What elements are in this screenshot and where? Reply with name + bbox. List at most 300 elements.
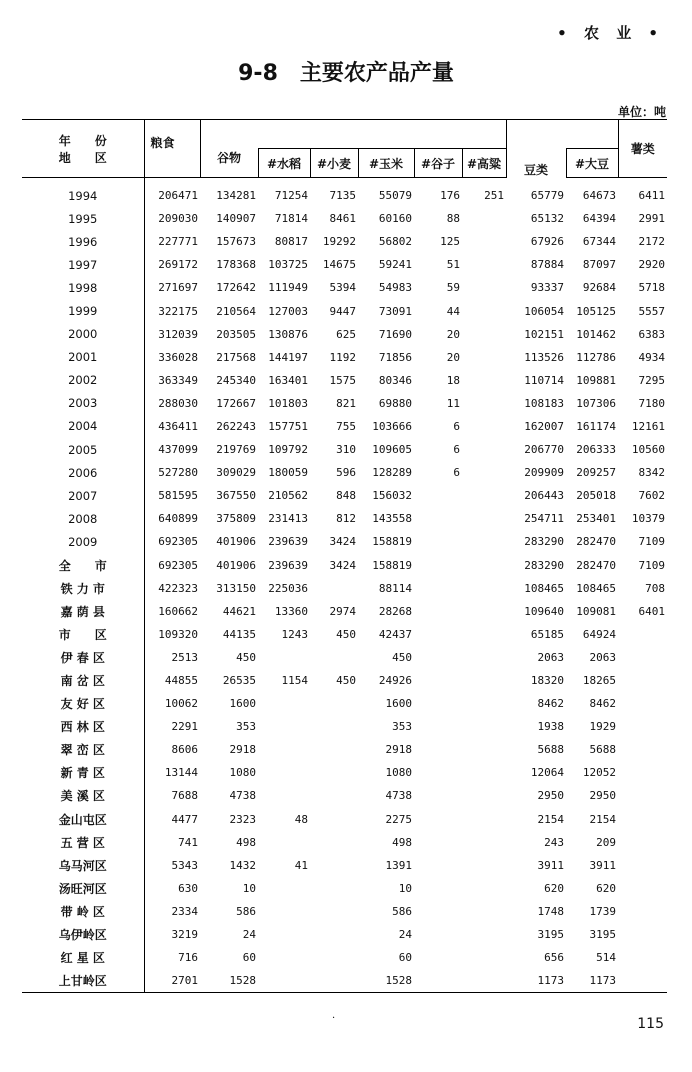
table-cell: 322175: [158, 304, 198, 318]
table-cell: 243: [544, 835, 565, 849]
unit-label: 单位：吨: [617, 105, 666, 119]
table-cell: 12161: [631, 419, 666, 433]
table-cell: 219769: [216, 443, 256, 457]
table-cell: [462, 854, 506, 877]
table-cell: 1600: [229, 697, 256, 711]
header-cereal-label: 谷物: [200, 149, 258, 178]
row-label: 嘉 荫 县: [22, 600, 144, 623]
row-label: 1999: [22, 299, 144, 322]
table-cell: 1739: [589, 904, 617, 918]
row-label: 上甘岭区: [22, 969, 144, 993]
table-cell: 162007: [524, 419, 565, 433]
table-cell: 24: [398, 928, 412, 942]
table-cell: 436411: [158, 419, 198, 433]
table-row: [22, 738, 667, 761]
table-cell: 11: [446, 396, 460, 410]
row-label: 乌马河区: [22, 854, 144, 877]
table-cell: 59: [446, 281, 460, 295]
table-cell: 88114: [378, 581, 412, 595]
table-cell: 112786: [576, 350, 617, 364]
table-cell: 313150: [216, 581, 256, 595]
table-cell: 210562: [268, 489, 308, 503]
table-cell: [462, 669, 506, 692]
table-cell: 140907: [216, 212, 256, 226]
table-cell: 209257: [576, 466, 617, 480]
table-cell: [462, 369, 506, 392]
table-cell: 64924: [582, 627, 617, 641]
table-row: [22, 808, 667, 831]
table-cell: 88: [446, 212, 460, 226]
table-cell: 71254: [274, 189, 308, 203]
table-cell: 692305: [158, 558, 198, 572]
table-cell: [258, 969, 310, 993]
table-row: [22, 554, 667, 577]
row-label: 2009: [22, 530, 144, 553]
table-row: [22, 969, 667, 993]
header-soybean: #大豆: [566, 149, 618, 178]
table-cell: [414, 877, 462, 900]
table-cell: 163401: [268, 373, 308, 387]
table-cell: [462, 207, 506, 230]
table-cell: 80817: [274, 235, 308, 249]
table-row: [22, 946, 667, 969]
table-cell: [462, 969, 506, 993]
table-cell: 2918: [385, 743, 412, 757]
row-label: 全 市: [22, 554, 144, 577]
table-cell: 9447: [329, 304, 356, 318]
table-cell: 127003: [268, 304, 308, 318]
table-cell: 3219: [171, 928, 198, 942]
table-cell: 210564: [216, 304, 256, 318]
row-label: 市 区: [22, 623, 144, 646]
table-cell: [618, 854, 667, 877]
table-cell: 253401: [576, 512, 617, 526]
table-cell: [618, 646, 667, 669]
row-label: 2006: [22, 461, 144, 484]
table-row: [22, 854, 667, 877]
table-cell: [414, 946, 462, 969]
data-table: [22, 119, 667, 993]
table-row: [22, 253, 667, 276]
table-cell: 102151: [524, 327, 565, 341]
table-cell: 812: [336, 512, 356, 526]
table-row: [22, 207, 667, 230]
table-row: [22, 369, 667, 392]
table-row: [22, 438, 667, 461]
table-cell: [414, 923, 462, 946]
table-cell: 498: [236, 835, 256, 849]
table-row: [22, 831, 667, 854]
table-cell: 2950: [537, 789, 565, 803]
table-cell: 586: [392, 904, 412, 918]
row-label: 2004: [22, 415, 144, 438]
table-cell: 1080: [229, 766, 256, 780]
table-cell: [310, 854, 358, 877]
table-cell: [258, 946, 310, 969]
table-cell: 54983: [378, 281, 412, 295]
table-cell: [414, 969, 462, 993]
table-cell: 7688: [171, 789, 198, 803]
table-cell: 108465: [576, 581, 617, 595]
page-title: 9-8 主要农产品产量: [238, 61, 454, 86]
table-cell: [258, 923, 310, 946]
table-cell: [462, 784, 506, 807]
header-beans-span: [566, 120, 618, 149]
table-row: [22, 178, 667, 208]
table-cell: [618, 877, 667, 900]
table-cell: 109081: [576, 604, 617, 618]
table-cell: 172667: [216, 396, 256, 410]
table-cell: 708: [645, 581, 666, 595]
table-cell: 101462: [576, 327, 617, 341]
table-cell: 1575: [329, 373, 356, 387]
table-cell: 2701: [144, 969, 200, 993]
table-row: [22, 623, 667, 646]
table-cell: 282470: [576, 558, 617, 572]
table-cell: 309029: [216, 466, 256, 480]
table-cell: [310, 738, 358, 761]
table-cell: [310, 808, 358, 831]
table-cell: 401906: [216, 535, 256, 549]
table-cell: 103666: [372, 419, 412, 433]
table-cell: 10062: [164, 697, 198, 711]
table-cell: 113526: [524, 350, 565, 364]
table-cell: [462, 577, 506, 600]
table-cell: 367550: [216, 489, 256, 503]
table-cell: [618, 692, 667, 715]
table-cell: [462, 230, 506, 253]
table-cell: 44135: [222, 627, 256, 641]
table-cell: 3424: [329, 558, 356, 572]
table-cell: [258, 738, 310, 761]
table-row: [22, 415, 667, 438]
table-row: [22, 877, 667, 900]
table-cell: 108465: [524, 581, 565, 595]
table-cell: 755: [336, 419, 356, 433]
table-cell: 1391: [385, 858, 412, 872]
row-label: 2007: [22, 484, 144, 507]
table-cell: 2920: [638, 258, 666, 272]
table-cell: 158819: [372, 535, 412, 549]
table-cell: 375809: [216, 512, 256, 526]
table-cell: 1173: [506, 969, 566, 993]
table-cell: 103725: [268, 258, 308, 272]
table-cell: 7602: [638, 489, 666, 503]
table-cell: 206333: [576, 443, 617, 457]
table-cell: 20: [446, 327, 460, 341]
table-cell: [310, 715, 358, 738]
table-cell: [414, 692, 462, 715]
table-cell: 1748: [537, 904, 565, 918]
table-cell: 67926: [530, 235, 565, 249]
table-cell: 5557: [638, 304, 666, 318]
table-cell: [310, 692, 358, 715]
table-cell: 87884: [530, 258, 565, 272]
table-cell: 209030: [158, 212, 198, 226]
table-cell: 59241: [378, 258, 412, 272]
table-cell: 109605: [372, 443, 412, 457]
table-cell: 176: [440, 189, 460, 203]
table-cell: 2291: [171, 720, 198, 734]
table-cell: 69880: [378, 396, 412, 410]
table-cell: [618, 831, 667, 854]
table-cell: 2323: [229, 812, 256, 826]
table-cell: [414, 854, 462, 877]
row-label: 2008: [22, 507, 144, 530]
table-cell: 60: [398, 951, 412, 965]
table-cell: [462, 299, 506, 322]
table-cell: 3424: [329, 535, 356, 549]
table-cell: 620: [596, 881, 617, 895]
table-cell: 3195: [537, 928, 565, 942]
table-cell: 55079: [378, 189, 412, 203]
table-cell: [618, 900, 667, 923]
page-mark: ·: [332, 1013, 336, 1024]
table-cell: 450: [336, 627, 356, 641]
table-cell: 620: [544, 881, 565, 895]
table-cell: 13144: [164, 766, 198, 780]
table-cell: [462, 831, 506, 854]
table-cell: 262243: [216, 419, 256, 433]
table-cell: 51: [446, 258, 460, 272]
table-cell: 353: [236, 720, 256, 734]
table-cell: 65779: [530, 188, 565, 202]
table-cell: 3911: [537, 858, 565, 872]
table-cell: [414, 669, 462, 692]
table-cell: 12064: [530, 766, 565, 780]
table-cell: [310, 900, 358, 923]
table-cell: [462, 738, 506, 761]
table-cell: 2063: [589, 650, 617, 664]
table-row: [22, 230, 667, 253]
row-label: 金山屯区: [22, 808, 144, 831]
table-cell: [618, 808, 667, 831]
table-cell: 64673: [582, 189, 617, 203]
table-cell: [618, 969, 667, 993]
table-cell: 8606: [171, 743, 198, 757]
table-cell: [414, 784, 462, 807]
table-cell: 437099: [158, 443, 198, 457]
table-cell: [462, 623, 506, 646]
table-cell: [414, 507, 462, 530]
table-cell: 3195: [589, 928, 617, 942]
table-cell: 310: [336, 443, 356, 457]
table-row: [22, 715, 667, 738]
table-cell: 225036: [268, 581, 308, 595]
table-cell: 1528: [358, 969, 414, 993]
table-cell: 1600: [385, 697, 412, 711]
table-cell: 24: [242, 928, 256, 942]
table-cell: 498: [392, 835, 412, 849]
table-cell: 4934: [638, 350, 666, 364]
table-row: [22, 669, 667, 692]
table-cell: 73091: [378, 304, 412, 318]
table-cell: [462, 808, 506, 831]
table-cell: 172642: [216, 281, 256, 295]
table-cell: 109881: [576, 373, 617, 387]
table-cell: 101803: [268, 396, 308, 410]
table-cell: 108183: [524, 396, 565, 410]
header-region: [22, 120, 144, 178]
table-cell: 107306: [576, 396, 617, 410]
table-cell: 160662: [158, 604, 198, 618]
table-cell: 6: [453, 419, 460, 433]
table-cell: 1080: [385, 766, 412, 780]
header-sorghum: #高粱: [462, 149, 506, 178]
table-cell: 283290: [524, 558, 565, 572]
section-tag: • 农 业 •: [557, 24, 664, 42]
page-number: 115: [637, 1016, 664, 1032]
table-cell: 6: [453, 466, 460, 480]
data-table-wrapper: [22, 119, 667, 993]
table-cell: 353: [392, 720, 412, 734]
table-cell: 110714: [524, 373, 565, 387]
table-cell: 143558: [372, 512, 412, 526]
table-cell: [462, 392, 506, 415]
table-row: [22, 761, 667, 784]
table-cell: 109640: [524, 604, 565, 618]
header-rice: #水稻: [258, 149, 310, 178]
table-cell: 251: [484, 189, 505, 203]
table-cell: [414, 577, 462, 600]
table-cell: [414, 554, 462, 577]
row-label: 2001: [22, 346, 144, 369]
table-cell: 217568: [216, 350, 256, 364]
table-cell: 1938: [537, 720, 565, 734]
table-cell: 4477: [171, 812, 198, 826]
table-cell: 422323: [158, 581, 198, 595]
table-cell: 157751: [268, 419, 308, 433]
table-cell: [258, 715, 310, 738]
table-cell: 282470: [576, 535, 617, 549]
table-cell: [462, 438, 506, 461]
table-cell: 401906: [216, 558, 256, 572]
table-cell: [414, 623, 462, 646]
table-cell: [310, 831, 358, 854]
table-cell: 8461: [329, 212, 356, 226]
row-label: 新 青 区: [22, 761, 144, 784]
table-cell: [618, 623, 667, 646]
table-cell: 130876: [268, 327, 308, 341]
header-cereal: [200, 120, 258, 149]
table-cell: 312039: [158, 327, 198, 341]
header-corn: #玉米: [358, 149, 414, 178]
table-cell: 206770: [524, 443, 565, 457]
table-cell: 106054: [524, 304, 565, 318]
table-cell: [462, 600, 506, 623]
table-row: [22, 600, 667, 623]
table-cell: 245340: [216, 373, 256, 387]
table-cell: [258, 692, 310, 715]
table-cell: 283290: [524, 535, 565, 549]
table-cell: 20: [446, 350, 460, 364]
table-cell: 18: [446, 373, 460, 387]
table-cell: [462, 415, 506, 438]
header-cereal-span: [258, 120, 506, 149]
row-label: 2002: [22, 369, 144, 392]
table-cell: 13360: [274, 604, 308, 618]
table-cell: 19292: [322, 235, 356, 249]
table-cell: 1432: [229, 858, 256, 872]
table-cell: [462, 923, 506, 946]
table-cell: 12052: [582, 766, 617, 780]
table-cell: 254711: [524, 512, 565, 526]
table-row: [22, 461, 667, 484]
row-label: 伊 春 区: [22, 646, 144, 669]
table-cell: [618, 669, 667, 692]
table-cell: 10379: [631, 512, 666, 526]
row-label: 西 林 区: [22, 715, 144, 738]
table-cell: 10: [242, 881, 256, 895]
table-cell: [462, 761, 506, 784]
table-cell: 24926: [378, 674, 412, 688]
table-row: [22, 923, 667, 946]
row-label: 2003: [22, 392, 144, 415]
table-cell: 64394: [582, 212, 617, 226]
table-cell: [462, 323, 506, 346]
table-row: [22, 507, 667, 530]
header-year-label: 年 份: [58, 133, 107, 148]
table-cell: [462, 646, 506, 669]
table-cell: 336028: [158, 350, 198, 364]
table-cell: 161174: [576, 419, 617, 433]
header-region-label: 地 区: [58, 150, 107, 165]
row-label: 1997: [22, 253, 144, 276]
table-cell: 87097: [582, 258, 617, 272]
table-cell: [310, 646, 358, 669]
table-cell: 71856: [378, 350, 412, 364]
table-cell: 656: [544, 951, 565, 965]
table-cell: 203505: [216, 327, 256, 341]
table-cell: 692305: [158, 535, 198, 549]
table-cell: 8462: [589, 697, 617, 711]
table-cell: 586: [236, 904, 256, 918]
table-cell: 5718: [638, 281, 666, 295]
table-header: [22, 120, 667, 178]
table-row: [22, 276, 667, 299]
table-cell: [462, 346, 506, 369]
table-cell: [258, 900, 310, 923]
table-row: [22, 484, 667, 507]
table-cell: 1192: [329, 350, 356, 364]
table-cell: 48: [294, 812, 308, 826]
header-grain: 粮食: [144, 120, 200, 178]
table-cell: 56802: [378, 235, 412, 249]
table-cell: 3911: [589, 858, 617, 872]
table-cell: 6401: [638, 604, 666, 618]
table-cell: 1173: [566, 969, 618, 993]
table-cell: [462, 530, 506, 553]
row-label: 铁 力 市: [22, 577, 144, 600]
table-cell: 2334: [171, 904, 198, 918]
table-row: [22, 323, 667, 346]
table-cell: 125: [440, 235, 460, 249]
table-cell: 4738: [229, 789, 256, 803]
row-label: 美 溪 区: [22, 784, 144, 807]
table-cell: [414, 715, 462, 738]
table-cell: 1243: [281, 627, 308, 641]
table-cell: 205018: [576, 489, 617, 503]
table-cell: 227771: [158, 235, 198, 249]
table-cell: 105125: [576, 304, 617, 318]
table-cell: [310, 761, 358, 784]
table-cell: [310, 923, 358, 946]
table-cell: [618, 715, 667, 738]
table-cell: [618, 761, 667, 784]
table-cell: 6383: [638, 327, 666, 341]
table-cell: 71690: [378, 327, 412, 341]
table-cell: 144197: [268, 350, 308, 364]
